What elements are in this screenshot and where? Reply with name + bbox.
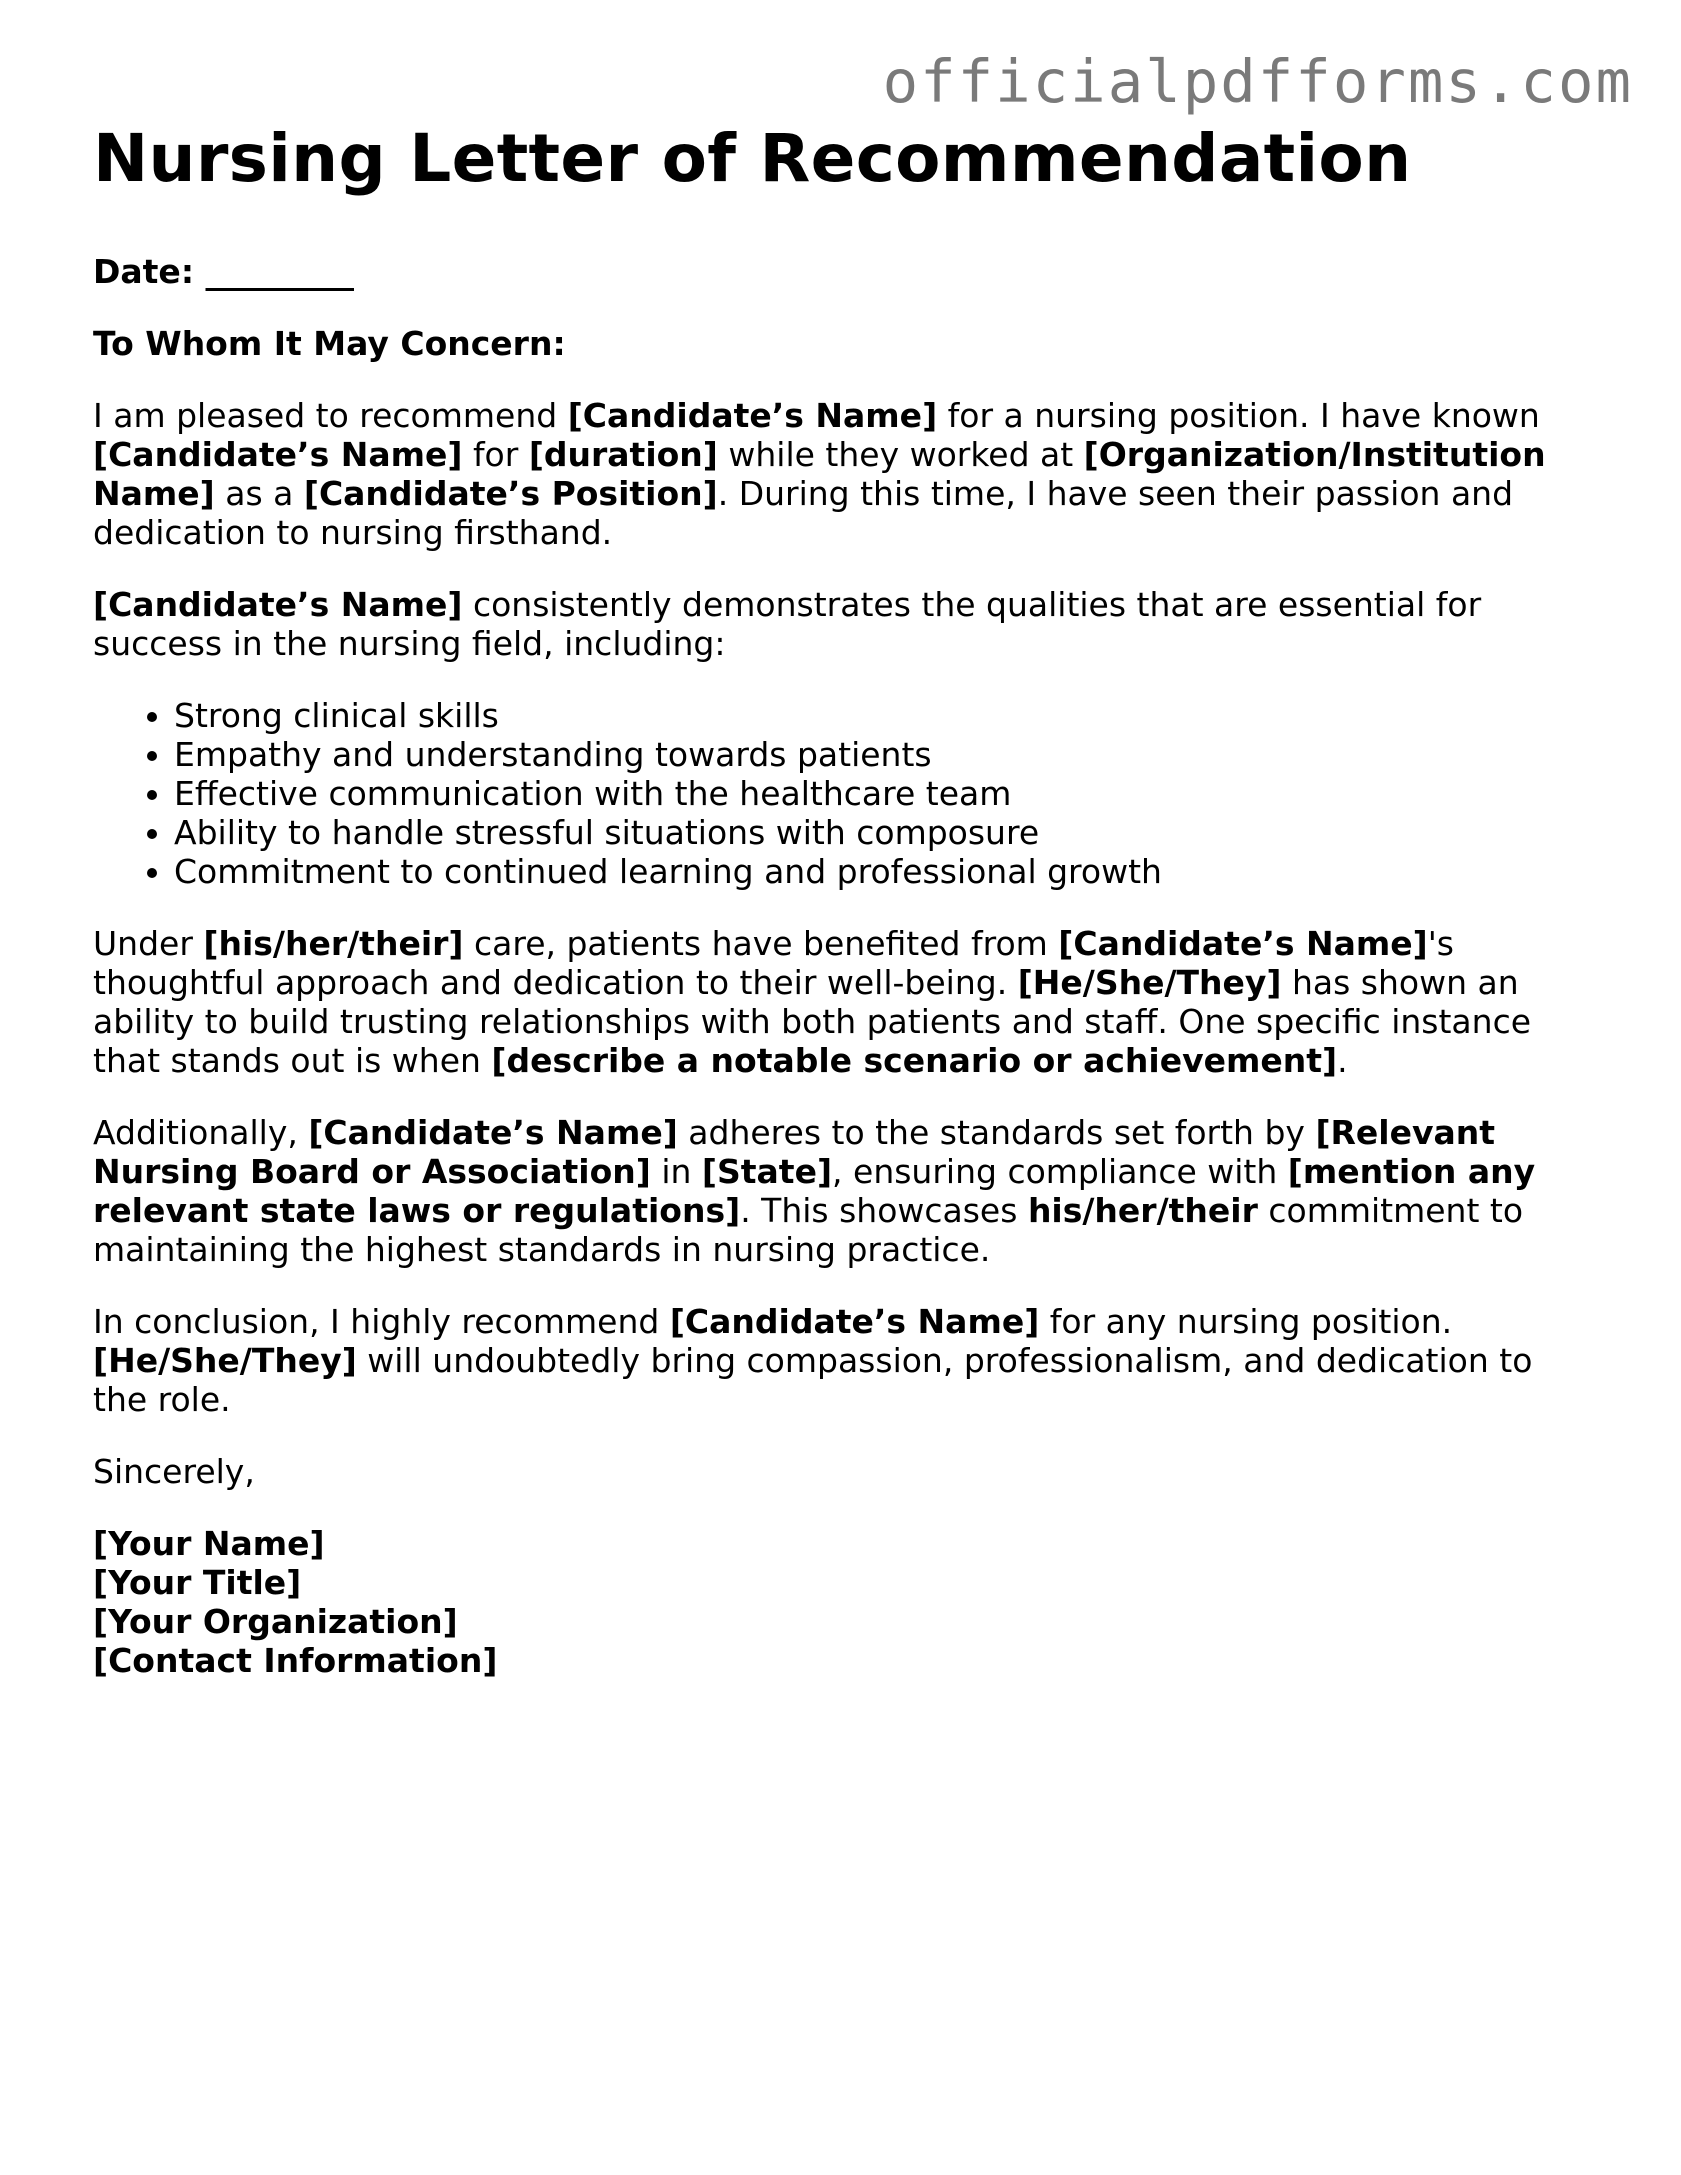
- placeholder-organization: [Organization/Institution Name]: [93, 435, 1546, 513]
- watermark: officialpdfforms.com: [882, 47, 1633, 116]
- page-title: Nursing Letter of Recommendation: [93, 120, 1412, 197]
- qualities-list: [93, 696, 1593, 891]
- placeholder-pronoun: [He/She/They]: [1017, 963, 1282, 1002]
- placeholder-candidate-name: [Candidate’s Name]: [1058, 924, 1428, 963]
- qualities-intro: [Candidate’s Name] consistently demonstrates the qualities that are essential for success in the nursing field, including:: [93, 585, 1482, 663]
- placeholder-state: [State]: [701, 1152, 833, 1191]
- conclusion-paragraph: In conclusion, I highly recommend [Candidate’s Name] for any nursing position. [He/She/They] will undoubtedly bring compassion, professionalism, and dedication to the role.: [93, 1302, 1533, 1419]
- placeholder-pronoun-possessive: his/her/their: [1027, 1191, 1258, 1230]
- list-item: • Effective communication with the healthcare team: [174, 774, 1593, 813]
- list-item: • Commitment to continued learning and professional growth: [174, 852, 1593, 891]
- placeholder-candidate-name: [Candidate’s Name]: [93, 435, 463, 474]
- list-item: • Empathy and understanding towards patients: [174, 735, 1593, 774]
- placeholder-state-laws: [mention any relevant state laws or regulations]: [93, 1152, 1536, 1230]
- signature-name: [Your Name]: [93, 1524, 325, 1563]
- signature-contact: [Contact Information]: [93, 1641, 498, 1680]
- placeholder-candidate-name: [Candidate’s Name]: [93, 585, 463, 624]
- signature-block: [93, 1524, 1593, 1680]
- placeholder-nursing-board: [Relevant Nursing Board or Association]: [93, 1113, 1496, 1191]
- placeholder-pronoun-possessive: [his/her/their]: [203, 924, 464, 963]
- date-label: Date: _________: [93, 252, 355, 291]
- signature-title: [Your Title]: [93, 1563, 302, 1602]
- placeholder-candidate-name: [Candidate’s Name]: [669, 1302, 1040, 1341]
- placeholder-pronoun: [He/She/They]: [93, 1341, 357, 1380]
- date-blank: _________: [205, 252, 355, 291]
- date-line: [93, 252, 1593, 291]
- list-item: • Ability to handle stressful situations with composure: [174, 813, 1593, 852]
- placeholder-scenario: [describe a notable scenario or achievement]: [491, 1041, 1338, 1080]
- placeholder-candidate-name: [Candidate’s Name]: [308, 1113, 678, 1152]
- letter-page: [93, 118, 1593, 1680]
- intro-paragraph: I am pleased to recommend [Candidate’s Name] for a nursing position. I have known [Candidate’s Name] for [duration] while they worked at [Organization/Institution Name] as a [Candidate’s Position]. During this time, I have seen their passion and dedication to nursing firsthand.: [93, 396, 1546, 552]
- placeholder-candidate-name: [Candidate’s Name]: [567, 396, 938, 435]
- greeting: To Whom It May Concern:: [93, 324, 566, 363]
- closing: Sincerely,: [93, 1452, 255, 1491]
- list-item: • Strong clinical skills: [174, 696, 1593, 735]
- placeholder-position: [Candidate’s Position]: [303, 474, 718, 513]
- care-paragraph: Under [his/her/their] care, patients have benefited from [Candidate’s Name]'s thoughtful approach and dedication to their well-being. [He/She/They] has shown an ability to build trusting relationships with both patients and staff. One specific instance that stands out is when [describe a notable scenario or achievement].: [93, 924, 1532, 1080]
- placeholder-duration: [duration]: [528, 435, 718, 474]
- signature-organization: [Your Organization]: [93, 1602, 458, 1641]
- standards-paragraph: Additionally, [Candidate’s Name] adheres to the standards set forth by [Relevant Nursing Board or Association] in [State], ensuring compliance with [mention any relevant state laws or regulations]. This showcases his/her/their commitment to maintaining the highest standards in nursing practice.: [93, 1113, 1536, 1269]
